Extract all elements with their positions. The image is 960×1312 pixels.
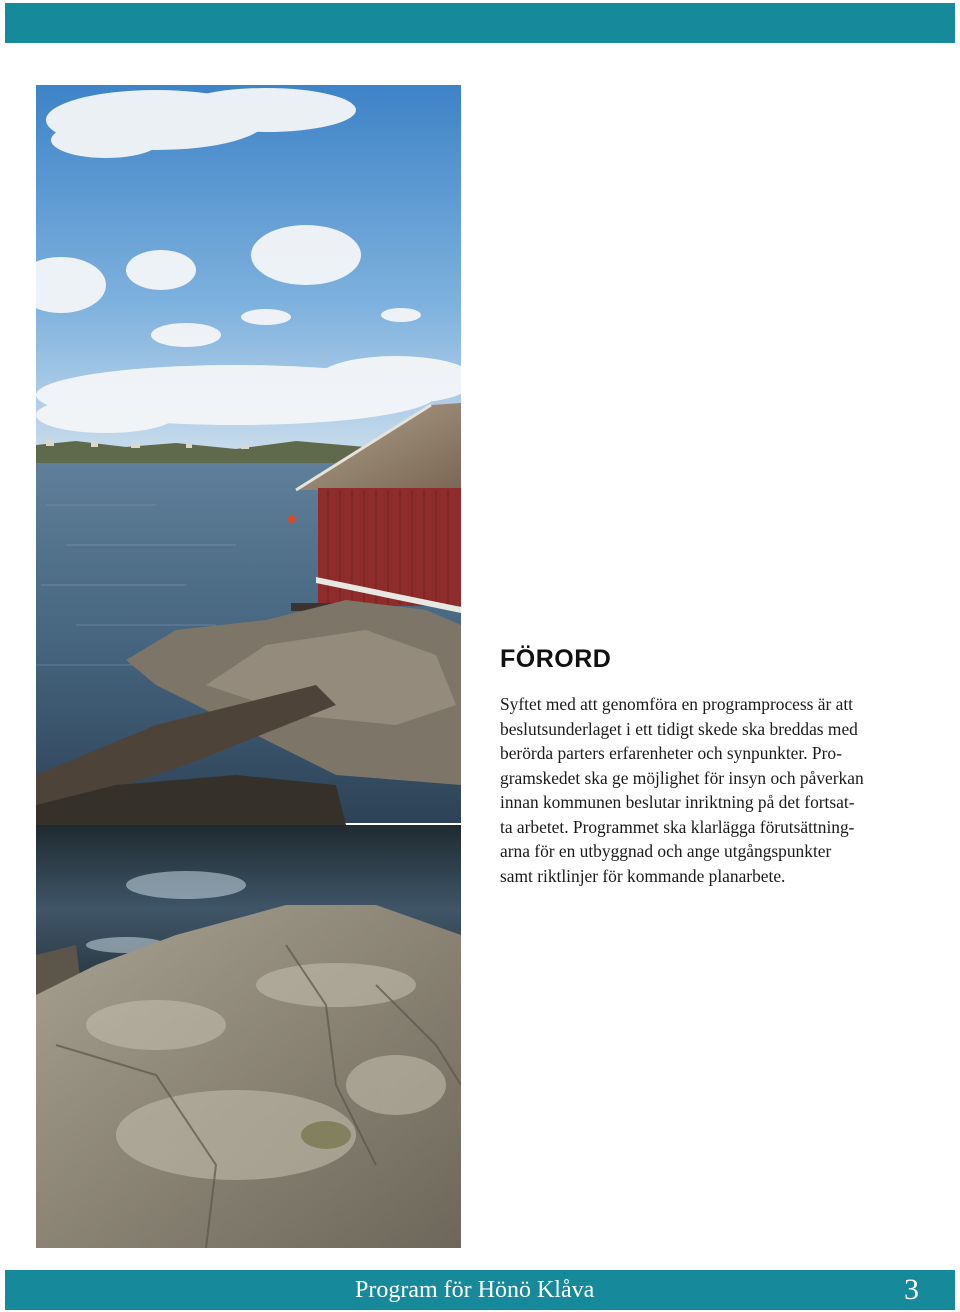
- paragraph-line: samt riktlinjer för kommande planarbete.: [500, 865, 786, 886]
- coastal-boathouse-photo: [36, 85, 461, 1248]
- footer-title: Program för Hönö Klåva: [355, 1277, 595, 1303]
- intro-paragraph: [500, 692, 930, 888]
- paragraph-line: ta arbetet. Programmet ska klarlägga förutsättning-: [500, 816, 855, 837]
- paragraph-line: berörda parters erfarenheter och synpunkter. Pro-: [500, 743, 842, 763]
- page-number: 3: [904, 1273, 919, 1306]
- header-bar: [5, 3, 955, 43]
- paragraph-line: gramskedet ska ge möjlighet för insyn och påverkan: [500, 767, 864, 788]
- paragraph-line: arna för en utbyggnad och ange utgångspunkter: [500, 841, 832, 861]
- page-heading: FÖRORD: [500, 645, 612, 673]
- paragraph-line: Syftet med att genomföra en programprocess är att: [500, 694, 854, 714]
- paragraph-line: beslutsunderlaget i ett tidigt skede ska breddas med: [500, 718, 858, 739]
- paragraph-line: innan kommunen beslutar inriktning på det fortsat-: [500, 792, 855, 812]
